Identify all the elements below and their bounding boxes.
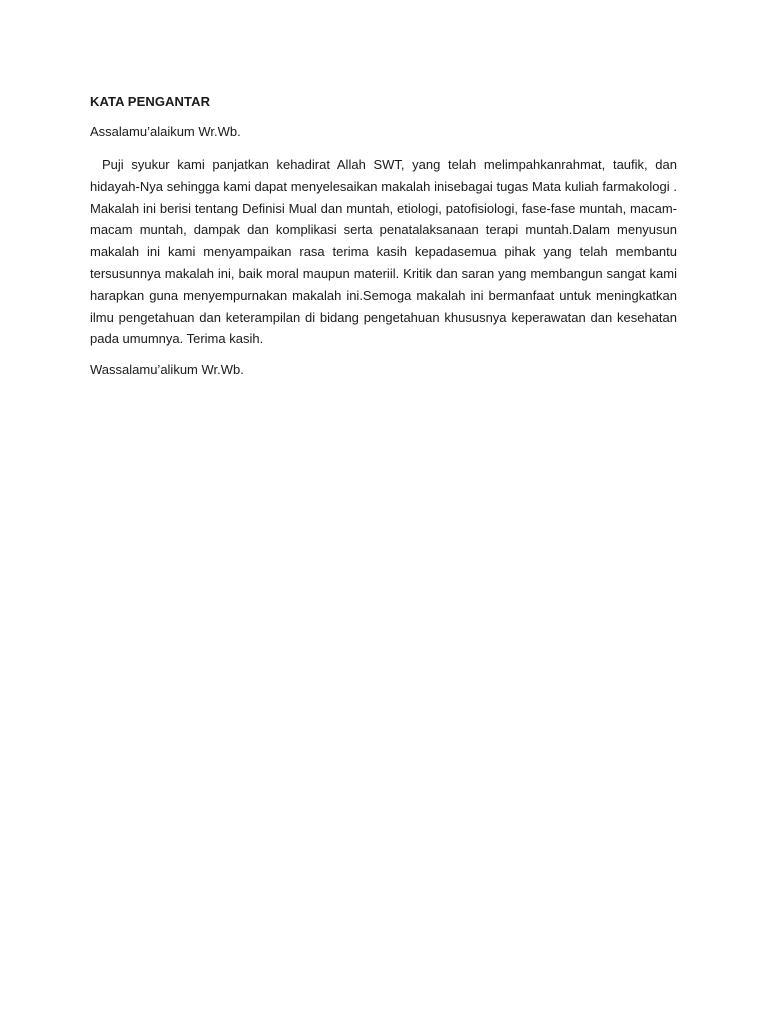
greeting-text: Assalamu’alaikum Wr.Wb.	[90, 124, 241, 139]
body-paragraph: Puji syukur kami panjatkan kehadirat Allah SWT, yang telah melimpahkanrahmat, taufik, dan hidayah-Nya sehingga kami dapat menyelesaikan makalah inisebagai tugas Mata kuliah farmakologi . Makalah ini berisi tentang Definisi Mual dan muntah, etiologi, patofisiologi, fase-fase muntah, macam-macam muntah, dampak dan komplikasi serta penatalaksanaan terapi muntah.Dalam menyusun makalah ini kami menyampaikan rasa terima kasih kepadasemua pihak yang telah membantu tersusunnya makalah ini, baik moral maupun materiil. Kritik dan saran yang membangun sangat kami harapkan guna menyempurnakan makalah ini.Semoga makalah ini bermanfaat untuk meningkatkan ilmu pengetahuan dan keterampilan di bidang pengetahuan khususnya keperawatan dan kesehatan pada umumnya. Terima kasih.	[90, 157, 677, 347]
document-page	[90, 92, 677, 380]
closing-text: Wassalamu’alikum Wr.Wb.	[90, 362, 244, 378]
page-title: KATA PENGANTAR	[90, 94, 211, 109]
